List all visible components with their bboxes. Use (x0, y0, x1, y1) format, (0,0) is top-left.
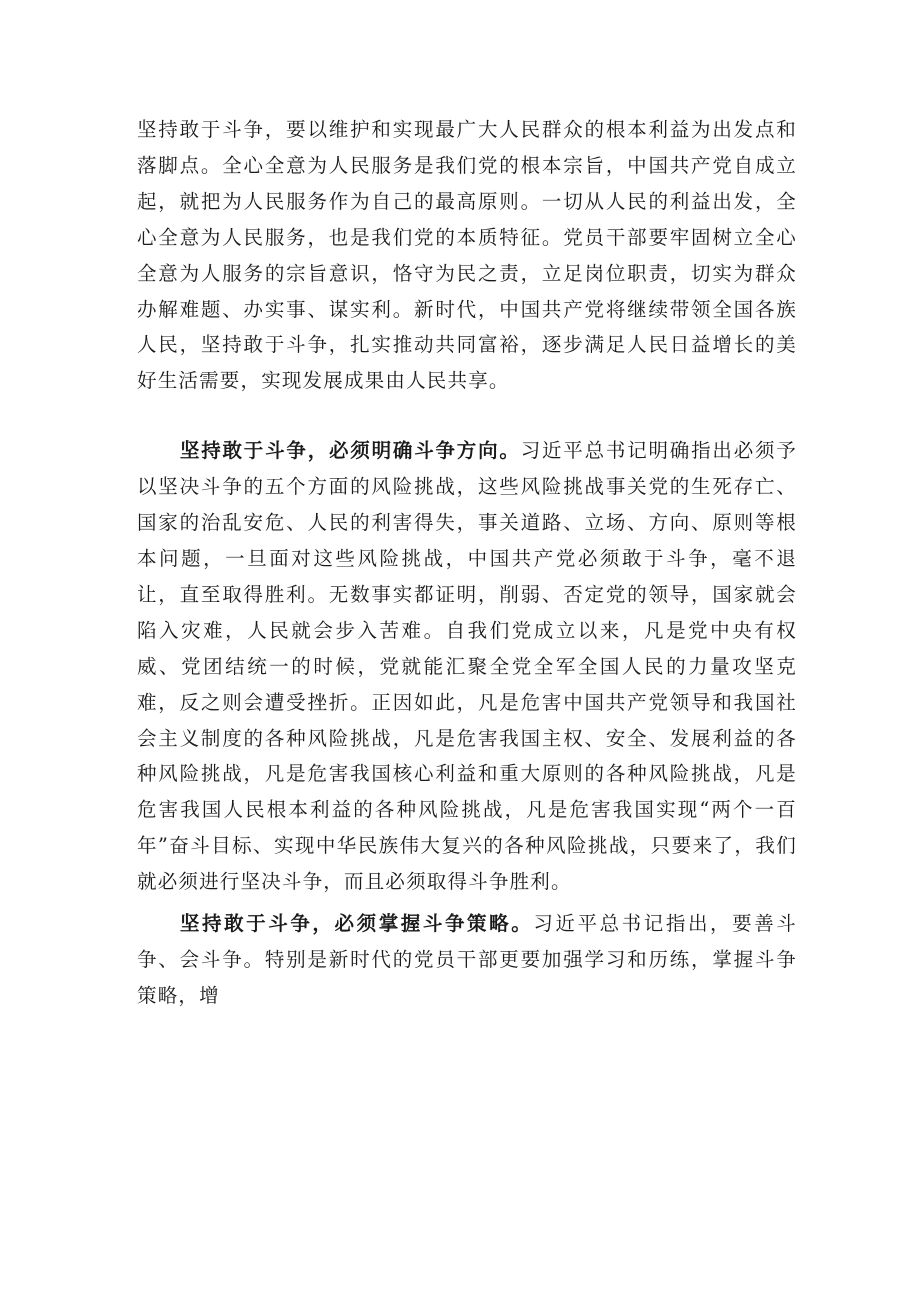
document-body (137, 112, 797, 1014)
paragraph-lead-heading: 坚持敢于斗争，必须掌握斗争策略。 (179, 912, 534, 936)
paragraph-text: 习近平总书记明确指出必须予以坚决斗争的五个方面的风险挑战，这些风险挑战事关党的生死存亡、国家的治乱安危、人民的利害得失，事关道路、立场、方向、原则等根本问题，一旦面对这些风险挑战，中国共产党必须敢于斗争，毫不退让，直至取得胜利。无数事实都证明，削弱、否定党的领导，国家就会陷入灾难，人民就会步入苦难。自我们党成立以来，凡是党中央有权威、党团结统一的时候，党就能汇聚全党全军全国人民的力量攻坚克难，反之则会遭受挫折。正因如此，凡是危害中国共产党领导和我国社会主义制度的各种风险挑战，凡是危害我国主权、安全、发展利益的各种风险挑战，凡是危害我国核心利益和重大原则的各种风险挑战，凡是危害我国人民根本利益的各种风险挑战，凡是危害我国实现“两个一百年”奋斗目标、实现中华民族伟大复兴的各种风险挑战，只要来了，我们就必须进行坚决斗争，而且必须取得斗争胜利。 (137, 439, 798, 894)
paragraph-text: 坚持敢于斗争，要以维护和实现最广大人民群众的根本利益为出发点和落脚点。全心全意为人民服务是我们党的根本宗旨，中国共产党自成立起，就把为人民服务作为自己的最高原则。一切从人民的利益出发，全心全意为人民服务，也是我们党的本质特征。党员干部要牢固树立全心全意为人服务的宗旨意识，恪守为民之责，立足岗位职责，切实为群众办解难题、办实事、谋实利。新时代，中国共产党将继续带领全国各族人民，坚持敢于斗争，扎实推动共同富裕，逐步满足人民日益增长的美好生活需要，实现发展成果由人民共享。 (137, 118, 797, 393)
paragraph-struggle-strategy (137, 906, 797, 1014)
paragraph-lead-heading: 坚持敢于斗争，必须明确斗争方向。 (179, 439, 521, 463)
paragraph-struggle-direction (137, 433, 797, 900)
paragraph-people-interest (137, 112, 797, 399)
paragraph-text: 习近平总书记指出，要善斗争、会斗争。特别是新时代的党员干部更要加强学习和历练，掌握斗争策略，增 (137, 912, 798, 1007)
